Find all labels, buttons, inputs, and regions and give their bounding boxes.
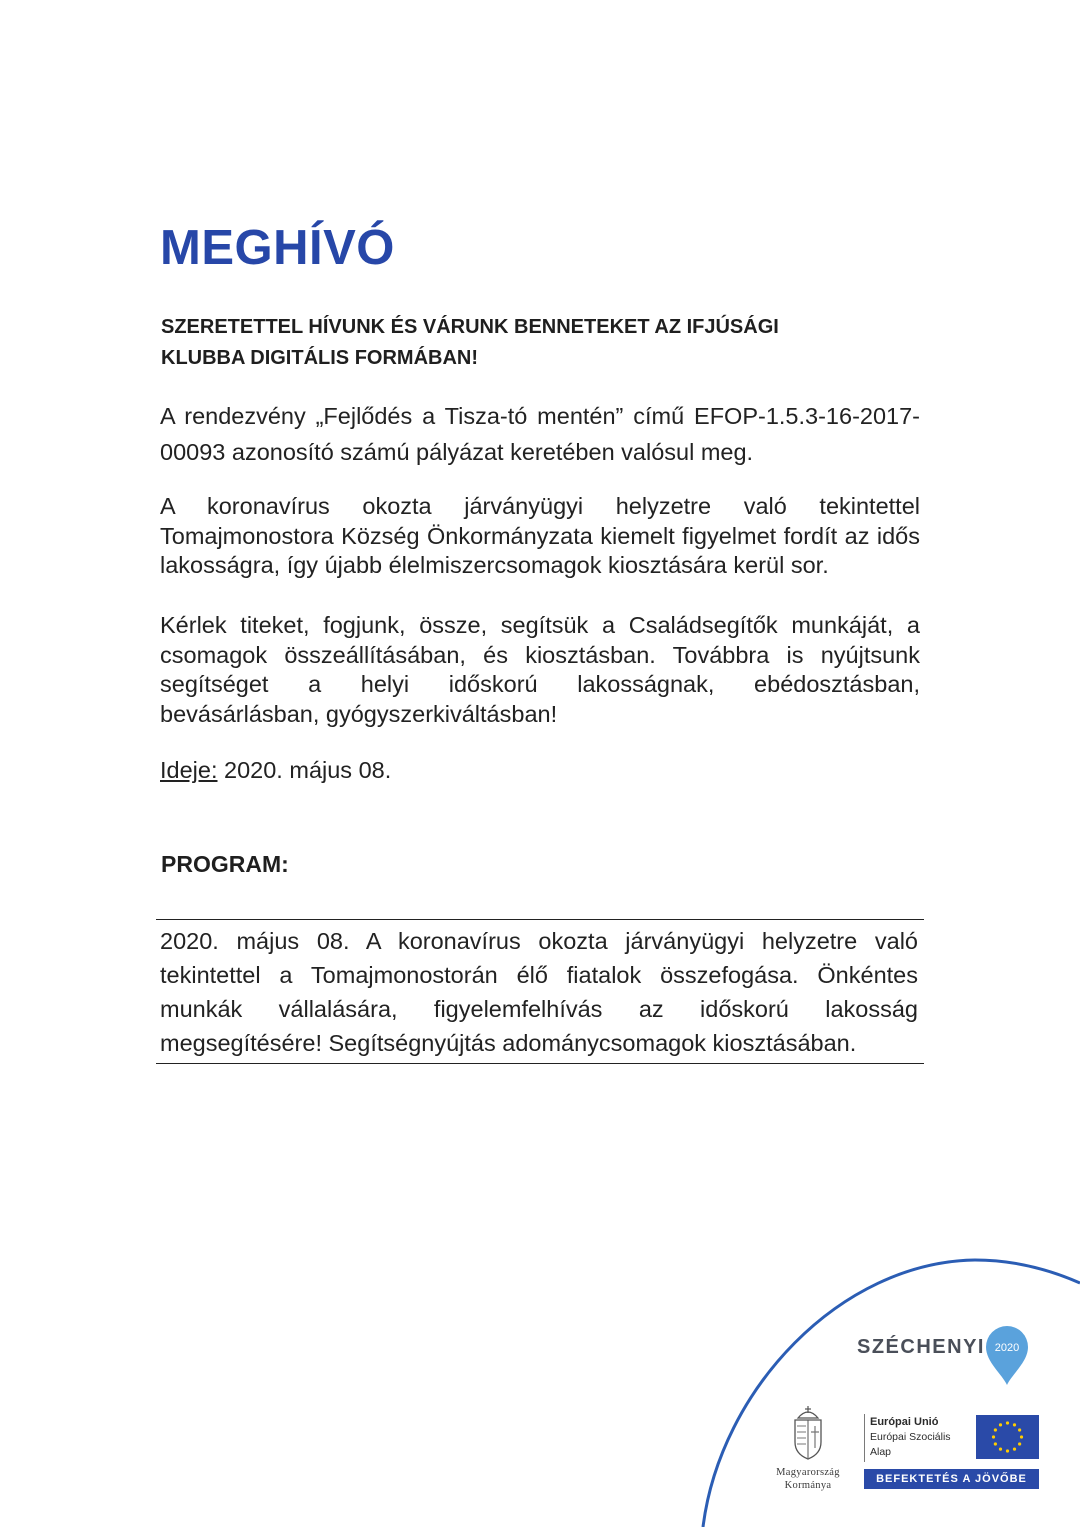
eu-divider [864,1414,865,1462]
eu-line-3: Alap [870,1446,892,1458]
eu-flag-icon [976,1415,1039,1459]
szechenyi-logo-text: SZÉCHENYI [857,1336,985,1358]
eu-flag-star [1013,1448,1016,1451]
eu-flag-star [1018,1442,1021,1445]
eu-flag-star [1006,1421,1009,1424]
hungarian-coat-of-arms-icon [790,1404,826,1462]
government-line-2: Kormánya [784,1480,832,1491]
intro-paragraph: A rendezvény „Fejlődés a Tisza-tó mentén” című EFOP-1.5.3-16-2017-00093 azonosító számú pályázat keretében valósul meg. [160,403,920,465]
eu-flag-star [999,1448,1002,1451]
eu-flag-star [1006,1449,1009,1452]
szechenyi-year: 2020 [994,1342,1020,1354]
program-heading: PROGRAM: [161,851,289,877]
eu-flag-star [1018,1428,1021,1431]
subtitle-line-2: KLUBBA DIGITÁLIS FORMÁBAN! [161,347,479,369]
situation-paragraph: A koronavírus okozta járványügyi helyzetre való tekintettel Tomajmonostora Község Önkormányzata kiemelt figyelmet fordít az idős lakosságra, így újabb élelmiszercsomagok kiosztására kerül sor. [160,493,920,579]
subtitle-line-1: SZERETETTEL HÍVUNK ÉS VÁRUNK BENNETEKET AZ IFJÚSÁGI [161,316,779,338]
eu-flag-star [999,1423,1002,1426]
eu-flag-star [992,1435,995,1438]
eu-line-1: Európai Unió [870,1416,939,1428]
eu-logo-text [870,1415,951,1460]
eu-flag-star [994,1442,997,1445]
eu-line-2: Európai Szociális [870,1431,951,1443]
government-line-1: Magyarország [776,1467,840,1478]
szechenyi-pin-icon [984,1324,1030,1386]
eu-flag-star [1013,1423,1016,1426]
investment-banner: BEFEKTETÉS A JÖVŐBE [864,1469,1039,1489]
eu-flag-star [994,1428,997,1431]
request-paragraph: Kérlek titeket, fogjunk, össze, segítsük a Családsegítők munkáját, a csomagok összeállításában, és kiosztásban. Továbbra is nyújtsunk segítséget a helyi időskorú lakosságnak, ebédosztásban, bevásárlásban, gyógyszerkiváltásban! [160,612,920,727]
eu-flag-star [1020,1435,1023,1438]
date-value: 2020. május 08. [217,757,392,783]
government-logo-text [760,1466,856,1492]
date-label: Ideje: [160,757,218,783]
page-title: MEGHÍVÓ [160,221,395,275]
program-text: 2020. május 08. A koronavírus okozta járványügyi helyzetre való tekintettel a Tomajmonostorán élő fiatalok összefogása. Önkéntes munkák vállalására, figyelemfelhívás az időskorú lakosság megsegítésére! Segítségnyújtás adománycsomagok kiosztásában. [160,928,918,1056]
